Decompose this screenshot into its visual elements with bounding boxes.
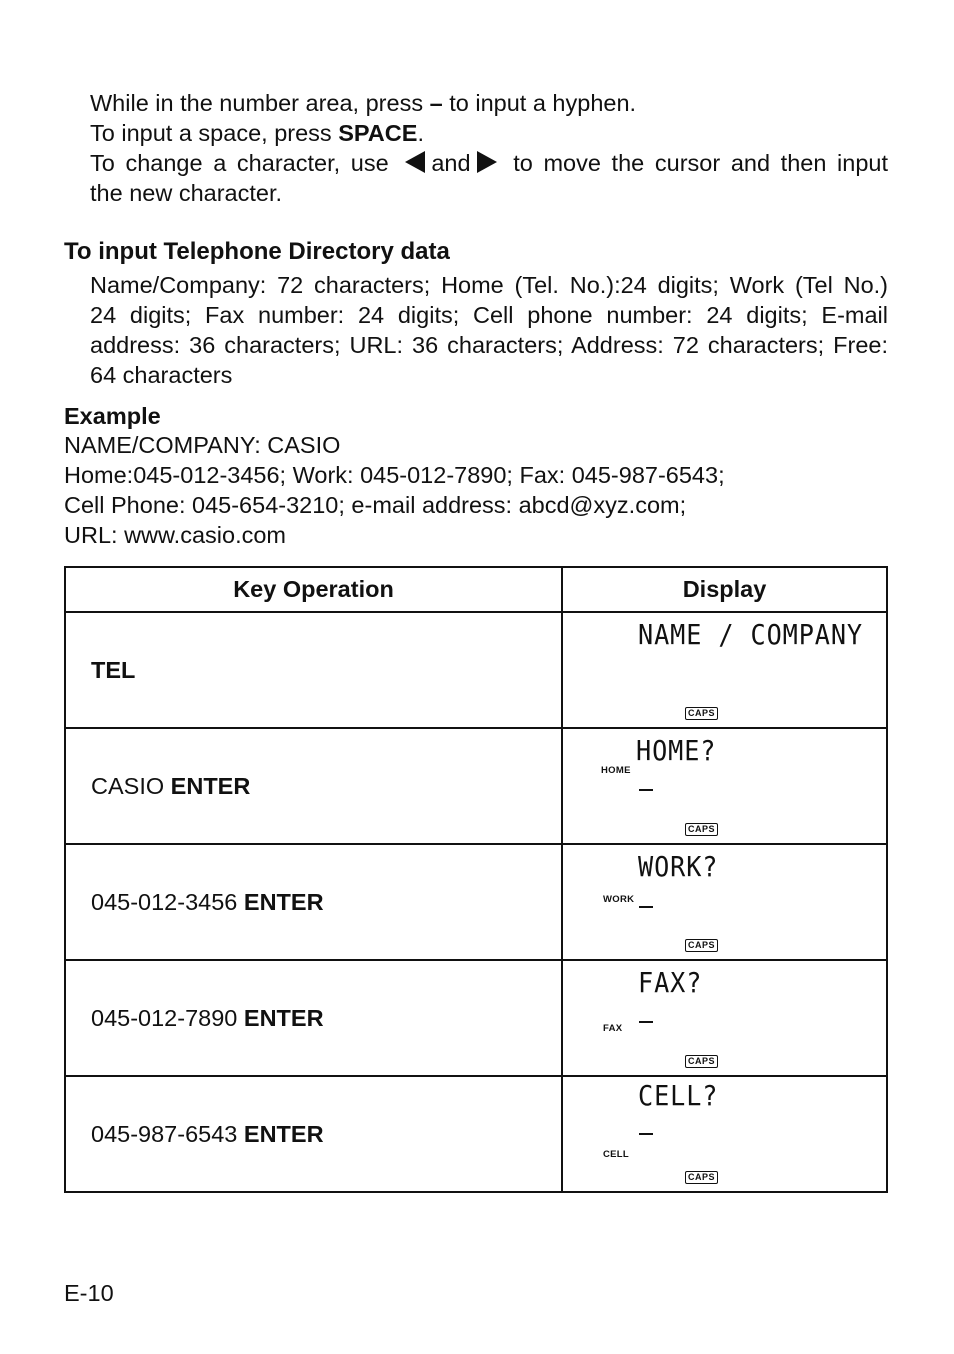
intro-line-new-char: the new character. [90,180,283,206]
example-line: NAME/COMPANY: CASIO [64,432,341,458]
caps-indicator: CAPS [685,823,718,836]
limits-line: Name/Company: 72 characters; Home (Tel. No.):24 digits; Work (Tel No.) [90,272,888,298]
table-row [65,844,887,960]
example-heading: Example [64,403,161,429]
key-operation-cell: 045-012-3456 ENTER [65,844,562,960]
caps-indicator: CAPS [685,1055,718,1068]
lcd-cursor [639,789,653,791]
key-operation-cell: 045-987-6543 ENTER [65,1076,562,1192]
display-cell [562,1076,887,1192]
caps-indicator: CAPS [685,939,718,952]
intro-line-hyphen: While in the number area, press – to input a hyphen. [90,90,637,116]
header-display: Display [562,567,887,612]
key-operation-table [64,566,888,1193]
work-indicator: WORK [603,894,635,905]
example-line: URL: www.casio.com [64,522,286,548]
lcd-text: NAME / COMPANY [638,618,864,651]
table-row [65,960,887,1076]
lcd-text: FAX? [638,966,703,999]
right-arrow-icon [477,151,497,173]
display-cell [562,612,887,728]
lcd-cursor [639,1021,653,1023]
example-paragraph [64,430,894,550]
table-row [65,1076,887,1192]
limits-line: 64 characters [90,362,233,388]
limits-line: address: 36 characters; URL: 36 characters; Address: 72 characters; Free: [90,332,888,358]
display-cell [562,844,887,960]
left-arrow-icon [405,151,425,173]
lcd-text: CELL? [638,1079,719,1112]
table-row [65,612,887,728]
example-line: Home:045-012-3456; Work: 045-012-7890; Fax: 045-987-6543; [64,462,725,488]
example-line: Cell Phone: 045-654-3210; e-mail address: abcd@xyz.com; [64,492,687,518]
page-number: E-10 [64,1280,114,1306]
table-header-row [65,567,887,612]
key-operation-cell: CASIO ENTER [65,728,562,844]
intro-line-cursor: To change a character, use and to move the cursor and then input [90,150,889,176]
key-operation-cell: 045-012-7890 ENTER [65,960,562,1076]
limits-line: 24 digits; Fax number: 24 digits; Cell phone number: 24 digits; E-mail [90,302,888,328]
lcd-cursor [639,906,653,908]
section-title: To input Telephone Directory data [64,238,450,265]
intro-line-space: To input a space, press SPACE. [90,120,424,146]
lcd-cursor [639,1133,653,1135]
table-row [65,728,887,844]
lcd-text: WORK? [638,850,719,883]
key-operation-cell: TEL [65,612,562,728]
cell-indicator: CELL [603,1149,630,1160]
caps-indicator: CAPS [685,1171,718,1184]
limits-paragraph [90,270,888,390]
lcd-text: HOME? [636,734,717,767]
header-key-operation: Key Operation [65,567,562,612]
intro-paragraph [90,88,888,208]
caps-indicator: CAPS [685,707,718,720]
home-indicator: HOME [601,765,631,776]
display-cell [562,728,887,844]
space-key: SPACE [338,120,418,146]
fax-indicator: FAX [603,1023,623,1034]
hyphen-key: – [429,90,443,116]
display-cell [562,960,887,1076]
